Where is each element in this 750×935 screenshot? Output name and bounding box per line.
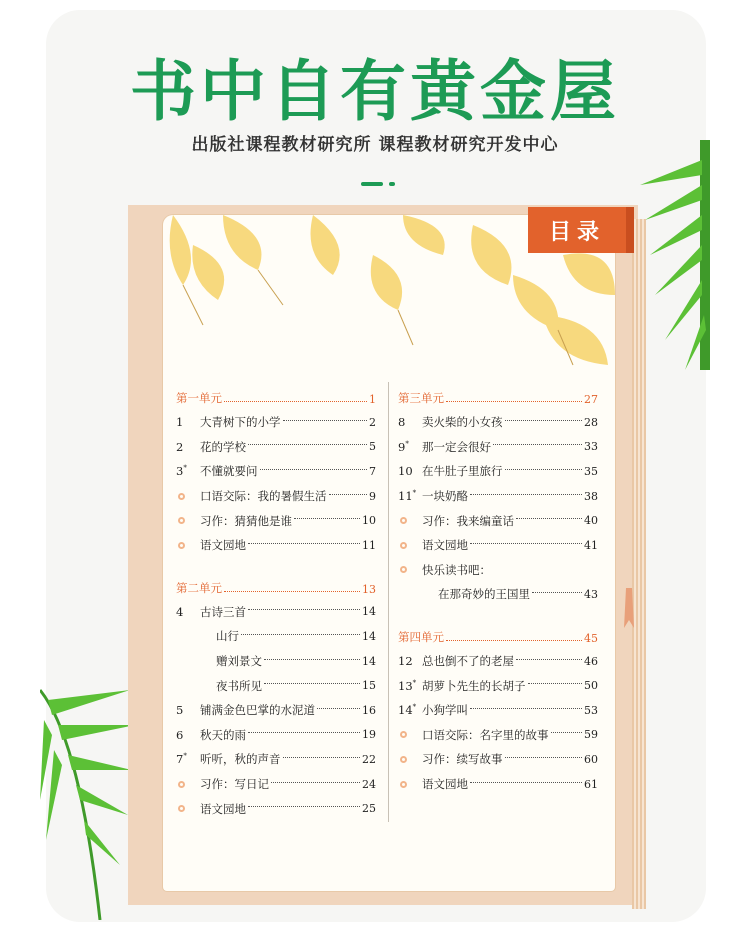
lesson-number: 12 [398,654,413,669]
toc-entry[interactable] [398,649,598,674]
leader-dots [516,659,582,660]
leader-dots [505,469,583,470]
unit-heading[interactable] [398,619,598,645]
toc-entry[interactable] [176,459,376,484]
entry-page-number: 2 [369,415,376,429]
entry-title: 赠刘景文 [216,654,262,669]
leader-dots [551,732,583,733]
leader-dots [470,782,582,783]
circle-bullet-icon [398,542,422,549]
leader-dots [329,494,368,495]
entry-title: 夜书所见 [216,678,262,693]
publisher-subtitle: 出版社课程教材研究所 课程教材研究开发中心 [191,135,559,155]
entry-title: 总也倒不了的老屋 [422,654,514,669]
lesson-number: 9* [398,439,409,454]
entry-title: 快乐读书吧： [422,562,491,577]
entry-title: 语文园地 [422,777,468,792]
toc-entry[interactable] [176,600,376,625]
entry-title: 一块奶酪 [422,489,468,504]
toc-entry[interactable] [398,410,598,435]
toc-entry[interactable] [176,533,376,558]
leader-dots [260,469,368,470]
entry-page-number: 60 [584,752,598,766]
entry-page-number: 40 [584,514,598,528]
circle-bullet-icon [398,731,422,738]
circle-bullet-icon [398,517,422,524]
leader-dots [248,543,360,544]
entry-page-number: 9 [369,489,376,503]
entry-page-number: 14 [362,605,376,619]
lesson-number: 2 [176,439,184,454]
entry-title: 胡萝卜先生的长胡子 [422,678,526,693]
entry-title: 不懂就要问 [200,464,258,479]
entry-title: 习作：猜猜他是谁 [200,513,292,528]
entry-title: 小狗学叫 [422,703,468,718]
unit-page-number: 27 [584,393,598,406]
unit-page-number: 1 [369,393,376,406]
leader-dots [470,708,582,709]
leader-dots [248,609,360,610]
leader-dots [446,401,582,402]
entry-title: 卖火柴的小女孩 [422,415,503,430]
entry-page-number: 43 [584,587,598,601]
lesson-number: 11* [398,489,417,504]
entry-page-number: 15 [362,679,376,693]
toc-entry[interactable] [176,508,376,533]
entry-title: 口语交际：名字里的故事 [422,727,549,742]
lesson-number: 6 [176,727,184,742]
leader-dots [470,543,582,544]
leader-dots [528,683,583,684]
leader-dots [505,757,583,758]
entry-title: 秋天的雨 [200,727,246,742]
leader-dots [532,592,582,593]
unit-heading[interactable] [176,570,376,596]
entry-page-number: 14 [362,629,376,643]
entry-title: 语文园地 [200,538,246,553]
entry-title: 在牛肚子里旅行 [422,464,503,479]
leader-dots [248,806,360,807]
leader-dots [283,420,368,421]
toc-entry[interactable] [398,435,598,460]
entry-title: 那一定会很好 [422,439,491,454]
bookmark-ribbon-icon [622,588,636,628]
unit-title: 第三单元 [398,391,444,405]
toc-entry[interactable] [398,508,598,533]
entry-title: 习作：我来编童话 [422,513,514,528]
entry-page-number: 35 [584,464,598,478]
toc-entry[interactable] [398,747,598,772]
entry-title: 山行 [216,629,239,644]
entry-page-number: 25 [362,802,376,816]
leader-dots [264,659,360,660]
lesson-number: 10 [398,464,413,479]
leader-dots [271,782,360,783]
toc-entry[interactable] [176,649,376,674]
entry-page-number: 5 [369,440,376,454]
entry-page-number: 38 [584,489,598,503]
toc-entry[interactable] [398,772,598,797]
toc-entry[interactable] [398,582,598,607]
entry-title: 铺满金色巴掌的水泥道 [200,703,315,718]
lesson-number: 1 [176,415,184,430]
unit-title: 第四单元 [398,629,444,644]
entry-page-number: 28 [584,415,598,429]
toc-entry[interactable] [398,673,598,698]
leader-dots [224,591,360,592]
entry-page-number: 22 [362,752,376,766]
leader-dots [470,494,582,495]
entry-page-number: 59 [584,728,598,742]
entry-page-number: 50 [584,679,598,693]
toc-entry[interactable] [176,410,376,435]
leader-dots [516,518,582,519]
lesson-number: 3* [176,464,187,479]
circle-bullet-icon [398,781,422,788]
entry-title: 口语交际：我的暑假生活 [200,489,327,504]
leader-dots [317,708,360,709]
circle-bullet-icon [398,756,422,763]
circle-bullet-icon [176,542,200,549]
toc-entry[interactable] [176,772,376,797]
toc-entry[interactable] [176,484,376,509]
entry-title: 花的学校 [200,439,246,454]
entry-page-number: 10 [362,514,376,528]
unit-title: 第二单元 [176,580,222,595]
column-divider [388,382,389,822]
toc-entry[interactable] [398,459,598,484]
circle-bullet-icon [176,493,200,500]
leader-dots [241,634,360,635]
lesson-number: 4 [176,604,184,619]
toc-entry[interactable] [398,698,598,723]
entry-page-number: 11 [362,538,376,552]
page-edges [632,219,646,909]
unit-page-number: 45 [584,631,598,645]
lesson-number: 7* [176,752,187,767]
toc-entry[interactable] [398,723,598,748]
entry-page-number: 46 [584,654,598,668]
toc-entry[interactable] [398,558,598,583]
entry-title: 大青树下的小学 [200,415,281,430]
leader-dots [248,444,367,445]
leader-dots [248,732,360,733]
entry-page-number: 7 [369,464,376,478]
leader-dots [264,683,360,684]
toc-entry[interactable] [176,435,376,460]
entry-title: 习作：写日记 [200,777,269,792]
headline: 书中自有黄金屋 [130,53,620,130]
toc-entry[interactable] [176,698,376,723]
leader-dots [294,518,360,519]
toc-entry[interactable] [176,673,376,698]
leader-dots [505,420,583,421]
lesson-number: 14* [398,703,417,718]
leader-dots [493,444,582,445]
unit-heading[interactable] [398,380,598,406]
toc-right-column [398,380,598,796]
unit-title: 第一单元 [176,391,222,405]
entry-title: 在那奇妙的王国里 [438,587,530,602]
circle-bullet-icon [176,517,200,524]
lesson-number: 8 [398,415,406,430]
toc-entry[interactable] [176,624,376,649]
circle-bullet-icon [176,805,200,812]
entry-page-number: 41 [584,538,598,552]
toc-left-column [176,380,376,821]
entry-title: 习作：续写故事 [422,752,503,767]
entry-page-number: 16 [362,703,376,717]
leader-dots [283,757,361,758]
palm-leaf-icon-left [40,680,135,920]
unit-heading[interactable] [176,380,376,406]
entry-title: 语文园地 [200,801,246,816]
toc-entry[interactable] [176,796,376,821]
entry-page-number: 14 [362,654,376,668]
leader-dots [446,640,582,641]
entry-page-number: 61 [584,777,598,791]
circle-bullet-icon [176,781,200,788]
lesson-number: 13* [398,678,417,693]
entry-page-number: 24 [362,777,376,791]
toc-tab: 目录 [528,207,626,253]
palm-leaf-icon-right [640,140,710,370]
circle-bullet-icon [398,566,422,573]
entry-title: 听听，秋的声音 [200,752,281,767]
lesson-number: 5 [176,703,184,718]
toc-entry[interactable] [176,723,376,748]
toc-entry[interactable] [398,533,598,558]
entry-title: 古诗三首 [200,604,246,619]
leader-dots [224,401,367,402]
unit-page-number: 13 [362,582,376,596]
toc-entry[interactable] [176,747,376,772]
entry-page-number: 33 [584,440,598,454]
toc-entry[interactable] [398,484,598,509]
entry-page-number: 19 [362,728,376,742]
entry-page-number: 53 [584,703,598,717]
entry-title: 语文园地 [422,538,468,553]
